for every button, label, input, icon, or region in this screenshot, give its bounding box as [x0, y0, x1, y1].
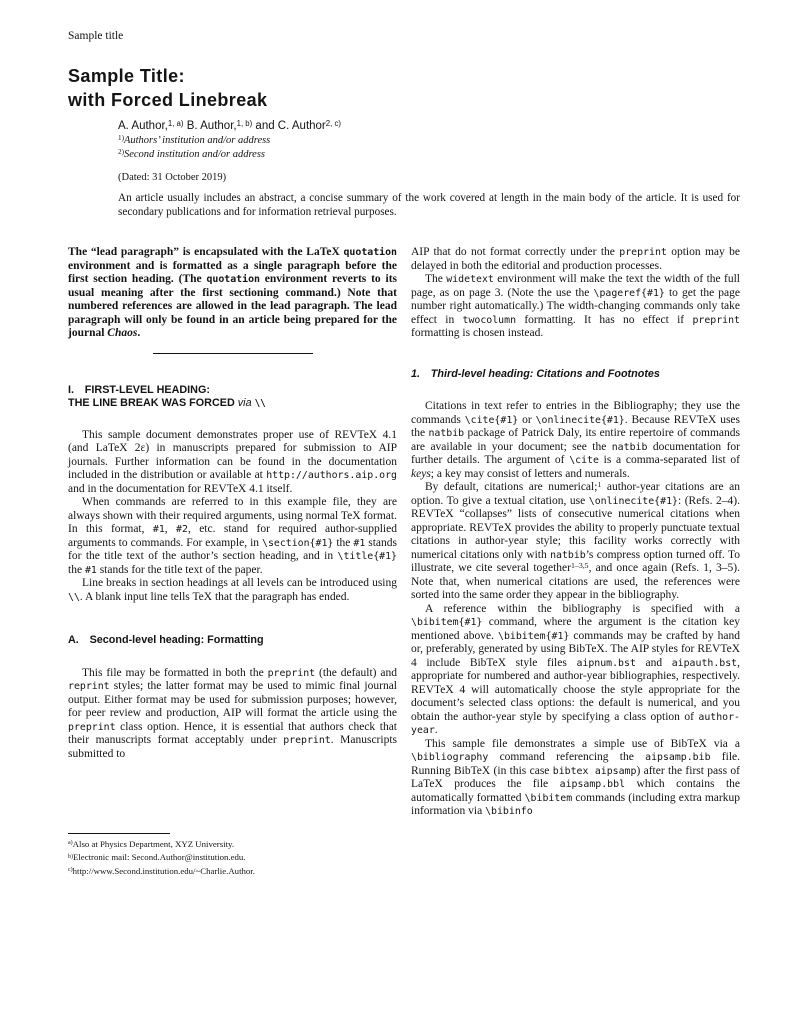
paragraph-bibtex-sample: This sample file demonstrates a simple use of BibTeX via a \bibliography command referencing the aipsamp.bib file. Running BibTeX (in this case bibtex aipsamp) after the first pass of LaTeX produces the file aipsamp.bbl which contains the automatically formatted \bibitem commands (including extra markup information via \bibinfo	[411, 737, 741, 817]
subsection-heading-a: A. Second-level heading: Formatting	[68, 634, 264, 646]
subsubsection-heading-1: 1. Third-level heading: Citations and Footnotes	[411, 367, 660, 380]
lead-divider-rule	[153, 353, 313, 354]
section-heading-1-line-2: THE LINE BREAK WAS FORCED via \\	[68, 397, 266, 409]
byline-block	[68, 120, 740, 219]
two-column-body	[68, 246, 740, 951]
paragraph-line-breaks: Line breaks in section headings at all levels can be introduced using \\. A blank input line tells TeX that the paragraph has ended.	[68, 577, 397, 603]
affiliation-1: $^{1)}$Authors’ institution and/or address	[118, 134, 271, 146]
paragraph-aip-preprint: AIP that do not format correctly under the preprint option may be delayed in both the editorial and production processes.	[411, 246, 741, 272]
paragraph-sample-document: This sample document demonstrates proper use of REVTeX 4.1 (and LaTeX 2ε) in manuscripts prepared for submission to AIP journals. Further information can be found in the documentation included in the distribution or available at http://authors.aip.org and in the documentation for REVTeX 4.1 itself.	[68, 428, 397, 495]
article-title-line-1: Sample Title:	[68, 66, 185, 86]
paragraph-numerical-citations: By default, citations are numerical;$^1$ author-year citations are an option. To give a textual citation, use \onlinecite{#1}: (Refs. 2–4). REVTeX “collapses” lists of consecutive numerical citations when appropriate. REVTeX provides the ability to properly punctuate textual citations in author-year style; this facility works correctly with numerical citations only with natbib’s compress option turned off. To illustrate, we cite several together$^{1-3,5}$, and once again (Refs. 1, 3–5). Note that, when numerical citations are used, the references were sorted into the same order they appear in the bibliography.	[411, 479, 741, 601]
paragraph-file-formats: This file may be formatted in both the preprint (the default) and reprint styles; the latter format may be used to mimic final journal output. Either format may be used for submission purposes; however, for peer review and production, AIP will format the article using the preprint class option. Hence, it is essential that authors check that their manuscripts format acceptably under preprint. Manuscripts submitted to	[68, 666, 397, 760]
paragraph-bibitem: A reference within the bibliography is specified with a \bibitem{#1} command, where the argument is the citation key mentioned above. \bibitem{#1} commands may be crafted by hand or, preferably, generated by using BibTeX. The AIP styles for REVTeX 4 include BibTeX style files aipnum.bst and aipauth.bst, appropriate for numbered and author-year bibliographies, respectively. REVTeX 4 will automatically choose the style appropriate for the document’s selected class options: the default is numerical, and you obtain the author-year style by specifying a class option of author-year.	[411, 602, 740, 736]
left-column	[68, 246, 397, 951]
paragraph-citations: Citations in text refer to entries in the Bibliography; they use the commands \cite{#1} or \onlinecite{#1}. Because REVTeX uses the natbib package of Patrick Daly, its entire repertoire of commands are available in your document; see the natbib documentation for further details. The argument of \cite is a comma-separated list of keys; a key may consist of letters and numerals.	[411, 400, 740, 480]
article-title-line-2: with Forced Linebreak	[68, 90, 268, 110]
section-heading-1	[68, 384, 397, 411]
authors-line: A. Author,$^{1, a)}$ B. Author,$^{1, b)}$ and C. Author$^{2, c)}$	[118, 118, 341, 132]
affiliation-2: $^{2)}$Second institution and/or address	[118, 148, 266, 160]
section-heading-1-line-1: I. FIRST-LEVEL HEADING:	[68, 383, 210, 396]
right-column	[411, 246, 740, 951]
footnote-block	[68, 833, 397, 952]
lead-paragraph: The “lead paragraph” is encapsulated with the LaTeX quotation environment and is formatted as a single paragraph before the first section heading. (The quotation environment reverts to its usual meaning after the first sectioning command.) Note that numbered references are allowed in the lead paragraph. The lead paragraph will only be found in an article being prepared for the journal Chaos.	[68, 246, 397, 339]
footnote-rule	[68, 833, 170, 834]
dated-line: (Dated: 31 October 2019)	[118, 172, 227, 183]
paragraph-widetext: The widetext environment will make the text the width of the full page, as on page 3. (Note the use the \pageref{#1} to get the page number right automatically.) The width-changing commands only take effect in twocolumn formatting. It has no effect if preprint formatting is chosen instead.	[411, 273, 740, 339]
footnote-a: $^{a)}$Also at Physics Department, XYZ University.	[68, 838, 235, 849]
footnote-b: $^{b)}$Electronic mail: Second.Author@institution.edu.	[68, 852, 246, 862]
abstract-text: An article usually includes an abstract, a concise summary of the work covered at length in the main body of the article. It is used for secondary publications and for information retrieval purposes.	[118, 192, 740, 218]
paragraph-commands: When commands are referred to in this example file, they are always shown with their required arguments, using normal TeX format. In this format, #1, #2, etc. stand for required author-supplied arguments to commands. For example, in \section{#1} the #1 stands for the title text of the author’s section heading, and in \title{#1} the #1 stands for the title text of the paper.	[68, 496, 397, 576]
footnote-c: $^{c)}$http://www.Second.institution.edu/~Charlie.Author.	[68, 865, 255, 876]
article-title	[68, 64, 740, 112]
running-title: Sample title	[68, 30, 124, 42]
